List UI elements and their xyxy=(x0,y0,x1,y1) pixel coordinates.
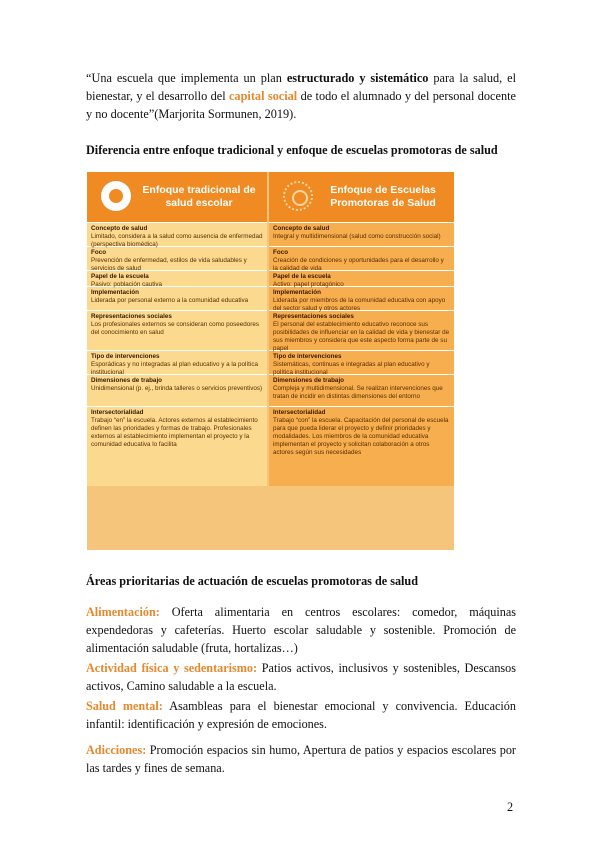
comparison-row xyxy=(269,246,454,270)
comparison-figure xyxy=(87,172,454,550)
comparison-row xyxy=(87,406,267,486)
area-label: Adicciones: xyxy=(86,743,147,757)
comparison-row xyxy=(269,374,454,406)
row-text: Liderada por personal externo a la comunidad educativa xyxy=(91,297,249,304)
row-text: Compleja y multidimensional. Se realizan intervenciones que tratan de incidir en distintas dimensiones del entorno xyxy=(273,385,443,400)
quote-part2: para la salud, el bienestar, y el desarrollo del xyxy=(86,71,516,103)
row-text: Activo: papel protagónico xyxy=(273,281,344,288)
traditional-approach-icon xyxy=(101,181,131,211)
row-text: El personal del establecimiento educativo reconoce sus posibilidades de influenciar en la calidad de vida y bienestar de sus miembros y considera que este aspecto forma parte de su papel xyxy=(273,321,450,352)
traditional-header xyxy=(87,172,267,222)
row-title: Papel de la escuela xyxy=(273,273,331,280)
row-text: Liderada por miembros de la comunidad educativa con apoyo del sector salud y otros actores xyxy=(273,297,446,312)
area-label: Salud mental: xyxy=(86,699,163,713)
row-text: Sistemáticas, continuas e integradas al plan educativo y política institucional xyxy=(273,361,430,376)
row-title: Tipo de intervenciones xyxy=(91,353,160,360)
row-text: Creación de condiciones y oportunidades para el desarrollo y la calidad de vida xyxy=(273,257,444,272)
promoting-title: Enfoque de Escuelas Promotoras de Salud xyxy=(330,184,436,209)
row-title: Papel de la escuela xyxy=(91,273,149,280)
row-title: Dimensiones de trabajo xyxy=(91,377,163,384)
row-text: Esporádicas y no integradas al plan educativo y a la política institucional xyxy=(91,361,258,376)
area-paragraph xyxy=(86,697,516,733)
row-title: Intersectorialidad xyxy=(273,409,326,416)
promoting-column xyxy=(269,222,454,486)
area-text: Promoción espacios sin humo, Apertura de patios y espacios escolares por las tardes y fines de semana. xyxy=(86,743,516,775)
comparison-row xyxy=(269,270,454,286)
promoting-header xyxy=(269,172,454,222)
intro-quote xyxy=(86,69,516,123)
comparison-row xyxy=(269,406,454,486)
quote-highlight: capital social xyxy=(228,89,298,103)
row-title: Tipo de intervenciones xyxy=(273,353,342,360)
row-title: Implementación xyxy=(273,289,321,296)
row-title: Representaciones sociales xyxy=(273,313,354,320)
comparison-row xyxy=(269,222,454,246)
quote-part3: de todo el alumnado y del personal docente y no docente”(Marjorita Sormunen, 2019). xyxy=(86,89,516,121)
quote-part1: “Una escuela que implementa un plan xyxy=(86,71,282,85)
page-number: 2 xyxy=(507,800,514,814)
row-text: Limitado, considera a la salud como ausencia de enfermedad (perspectiva biomédica) xyxy=(91,233,263,248)
traditional-title: Enfoque tradicional de salud escolar xyxy=(142,184,256,209)
row-title: Dimensiones de trabajo xyxy=(273,377,345,384)
area-label: Alimentación: xyxy=(86,605,160,619)
comparison-row xyxy=(87,270,267,286)
area-paragraph xyxy=(86,603,516,657)
comparison-row xyxy=(269,286,454,310)
row-text: Trabajo “en” la escuela. Actores externos al establecimiento definen las prioridades y formas de trabajo. Profesionales externos al establecimiento implementan el proyecto y la comunidad educativa lo facilita xyxy=(91,417,258,448)
traditional-column xyxy=(87,222,267,486)
section-heading-areas: Áreas prioritarias de actuación de escuelas promotoras de salud xyxy=(86,574,418,588)
area-text: Patios activos, inclusivos y sostenibles, Descansos activos, Camino saludable a la escuela. xyxy=(86,661,516,693)
row-text: Pasivo: población cautiva xyxy=(91,281,163,288)
row-title: Intersectorialidad xyxy=(91,409,144,416)
promoting-approach-icon xyxy=(283,181,313,211)
comparison-row xyxy=(87,246,267,270)
row-text: Los profesionales externos se consideran como poseedores del conocimiento en salud xyxy=(91,321,260,336)
row-text: Integral y multidimensional (salud como construcción social) xyxy=(273,233,441,240)
area-text: Oferta alimentaria en centros escolares: comedor, máquinas expendedoras y cafeterías. Huerto escolar saludable y sostenible. Promoción de alimentación saludable (fruta, hortalizas…) xyxy=(86,605,516,655)
row-title: Concepto de salud xyxy=(91,225,148,232)
row-title: Implementación xyxy=(91,289,139,296)
comparison-row xyxy=(269,310,454,350)
area-paragraph xyxy=(86,659,516,695)
comparison-row xyxy=(87,310,267,350)
row-title: Concepto de salud xyxy=(273,225,330,232)
comparison-row xyxy=(87,350,267,374)
comparison-row xyxy=(269,350,454,374)
row-title: Foco xyxy=(91,249,107,256)
area-label: Actividad física y sedentarismo: xyxy=(86,661,258,675)
comparison-row xyxy=(87,374,267,406)
row-title: Representaciones sociales xyxy=(91,313,172,320)
row-text: Prevención de enfermedad, estilos de vida saludables y servicios de salud xyxy=(91,257,247,272)
section-heading-comparison: Diferencia entre enfoque tradicional y enfoque de escuelas promotoras de salud xyxy=(86,143,498,157)
row-text: Trabajo “con” la escuela. Capacitación del personal de escuela para que pueda liderar el proyecto y definir prioridades y modalidades. Los miembros de la comunidad educativa implementan el proyecto y solicitan colaboración a otros actores según sus necesidades xyxy=(273,417,449,456)
comparison-row xyxy=(87,286,267,310)
row-title: Foco xyxy=(273,249,289,256)
comparison-row xyxy=(87,222,267,246)
row-text: Unidimensional (p. ej., brinda talleres o servicios preventivos) xyxy=(91,385,263,392)
area-text: Asambleas para el bienestar emocional y convivencia. Educación infantil: identificación y expresión de emociones. xyxy=(86,699,516,731)
quote-bold: estructurado y sistemático xyxy=(286,71,429,85)
area-paragraph xyxy=(86,741,516,777)
